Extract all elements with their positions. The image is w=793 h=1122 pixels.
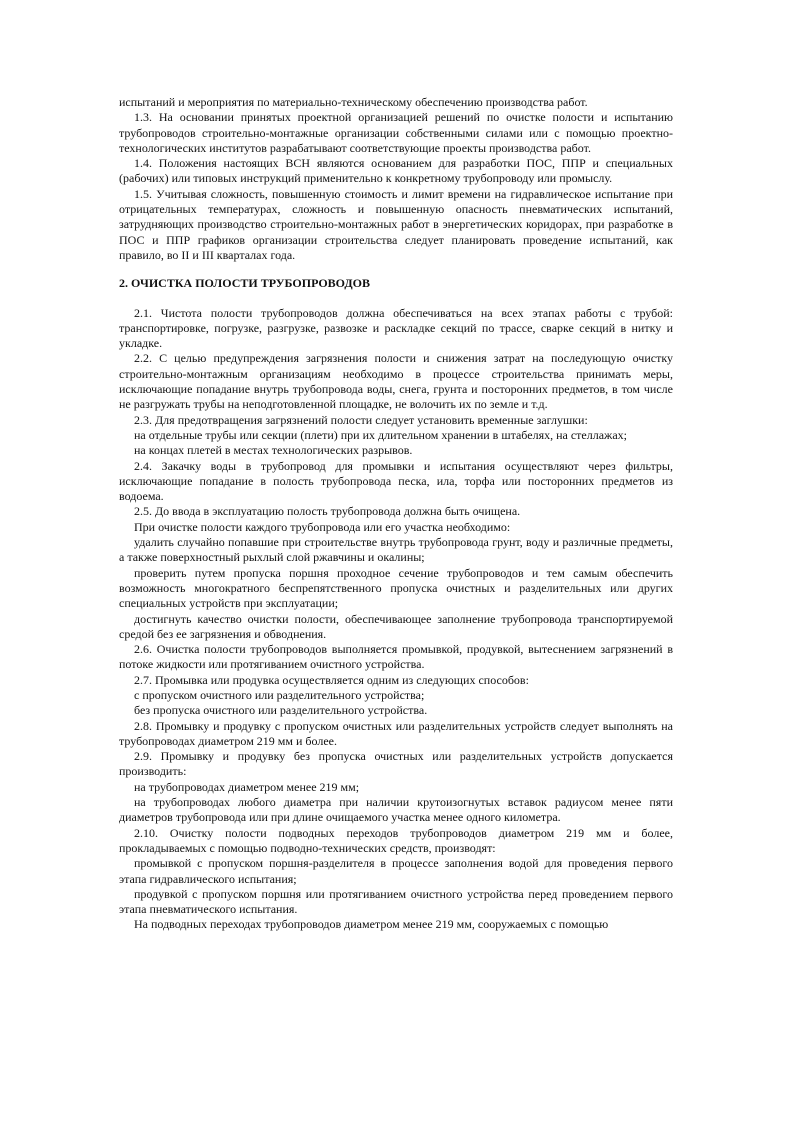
- paragraph: на отдельные трубы или секции (плети) при их длительном хранении в штабелях, на стеллажах;: [134, 427, 627, 442]
- paragraph: 2.5. До ввода в эксплуатацию полость трубопровода должна быть очищена.: [134, 504, 521, 519]
- paragraph: без пропуска очистного или разделительного устройства.: [134, 703, 428, 718]
- paragraph: 2.9. Промывку и продувку без пропуска очистных или разделительных устройств допускается производить:: [119, 749, 673, 779]
- paragraph: удалить случайно попавшие при строительстве внутрь трубопровода грунт, воду и различные предметы, а также поверхностный рыхлый слой ржавчины и окалины;: [119, 535, 673, 565]
- page-content: [119, 95, 673, 933]
- paragraph: на трубопроводах диаметром менее 219 мм;: [134, 779, 360, 794]
- paragraph: достигнуть качество очистки полости, обеспечивающее заполнение трубопровода транспортируемой средой без ее загрязнения и обводнения.: [119, 611, 673, 641]
- paragraph: промывкой с пропуском поршня-разделителя в процессе заполнения водой для проведения первого этапа гидравлического испытания;: [119, 856, 673, 886]
- paragraph: 2.3. Для предотвращения загрязнений полости следует установить временные заглушки:: [134, 412, 588, 427]
- paragraph: 1.3. На основании принятых проектной организацией решений по очистке полости и испытанию трубопроводов строительно-монтажные организации собственными силами или с помощью проектно-технологических институтов разрабатывают соответствующие проекты производства работ.: [119, 110, 673, 155]
- paragraph: на концах плетей в местах технологических разрывов.: [134, 443, 413, 458]
- paragraph: 2.4. Закачку воды в трубопровод для промывки и испытания осуществляют через фильтры, исключающие попадание в полость трубопровода песка, ила, торфа или посторонних предметов из водоема.: [119, 458, 673, 504]
- paragraph: 1.5. Учитывая сложность, повышенную стоимость и лимит времени на гидравлическое испытание при отрицательных температурах, сложность и повышенную опасность пневматических испытаний, затрудняющих производство строительно-монтажных работ в энергетических коридорах, при разработке в ПОС и ППР графиков организации строительства следует планировать проведение испытаний, как правило, во II и III кварталах года.: [119, 186, 673, 262]
- paragraph: с пропуском очистного или разделительного устройства;: [134, 687, 425, 702]
- intro-paragraphs: [119, 95, 673, 263]
- paragraph: 2.8. Промывку и продувку с пропуском очистных или разделительных устройств следует выполнять на трубопроводах диаметром 219 мм и более.: [119, 718, 673, 748]
- paragraph: 2.6. Очистка полости трубопроводов выполняется промывкой, продувкой, вытеснением загрязнений в потоке жидкости или протягиванием очистного устройства.: [119, 642, 673, 672]
- paragraph: 2.10. Очистку полости подводных переходов трубопроводов диаметром 219 мм и более, прокладываемых с помощью подводно-технических средств, производят:: [119, 825, 673, 855]
- paragraph: 2.7. Промывка или продувка осуществляется одним из следующих способов:: [134, 672, 529, 687]
- paragraph: проверить путем пропуска поршня проходное сечение трубопроводов и тем самым обеспечить возможность многократного беспрепятственного пропуска очистных и разделительных или других специальных устройств при эксплуатации;: [119, 565, 673, 611]
- paragraph: продувкой с пропуском поршня или протягиванием очистного устройства перед проведением первого этапа пневматического испытания.: [119, 886, 673, 917]
- section-paragraphs: [119, 306, 673, 933]
- paragraph: При очистке полости каждого трубопровода или его участка необходимо:: [134, 519, 511, 534]
- paragraph: 2.1. Чистота полости трубопроводов должна обеспечиваться на всех этапах работы с трубой: транспортировке, погрузке, разгрузке, развозке и раскладке секций по трассе, сварке секций в нитку и укладке.: [119, 305, 673, 351]
- paragraph: испытаний и мероприятия по материально-техническому обеспечению производства работ.: [119, 95, 588, 109]
- paragraph: на трубопроводах любого диаметра при наличии крутоизогнутых вставок радиусом менее пяти диаметров трубопровода или при длине очищаемого участка менее одного километра.: [119, 795, 673, 825]
- paragraph: 1.4. Положения настоящих ВСН являются основанием для разработки ПОС, ППР и специальных (рабочих) или типовых инструкций применительно к конкретному трубопроводу или промыслу.: [119, 156, 673, 186]
- paragraph: На подводных переходах трубопроводов диаметром менее 219 мм, сооружаемых с помощью: [134, 917, 609, 932]
- paragraph: 2.2. С целью предупреждения загрязнения полости и снижения затрат на последующую очистку строительно-монтажным организациям необходимо в процессе строительства принимать меры, исключающие попадание внутрь трубопровода воды, снега, грунта и посторонних предметов, в том числе не разгружать трубы на неподготовленной площадке, не волочить их по земле и т.д.: [119, 351, 673, 412]
- section-heading: 2. ОЧИСТКА ПОЛОСТИ ТРУБОПРОВОДОВ: [119, 276, 370, 291]
